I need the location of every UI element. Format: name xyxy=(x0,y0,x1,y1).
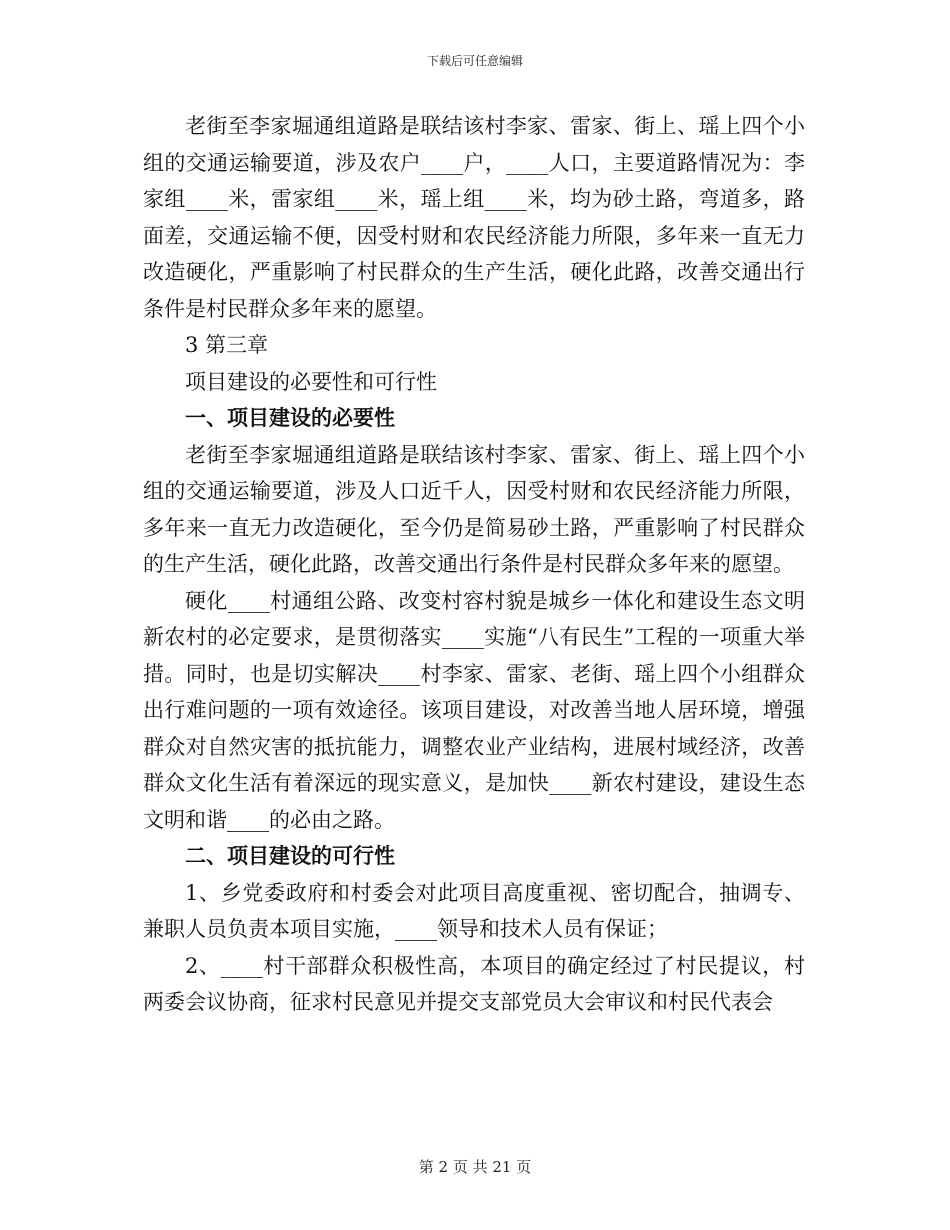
page-header: 下载后可任意编辑 xyxy=(426,54,523,68)
paragraph-feasibility-2: 2、____村干部群众积极性高，本项目的确定经过了村民提议，村两委会议协商，征求村民意见并提交支部党员大会审议和村民代表会 xyxy=(143,953,805,1014)
paragraph-necessity-2: 硬化____村通组公路、改变村容村貌是城乡一体化和建设生态文明新农村的必定要求，是贯彻落实____实施“八有民生”工程的一项重大举措。同时，也是切实解决____村李家、雷家、老街、瑶上四个小组群众出行难问题的一项有效途径。该项目建设，对改善当地人居环境，增强群众对自然灾害的抵抗能力，调整农业产业结构，进展村域经济，改善群众文化生活有着深远的现实意义，是加快____新农村建设，建设生态文明和谐____的必由之路。 xyxy=(143,588,805,832)
chapter-title: 项目建设的必要性和可行性 xyxy=(185,369,437,394)
document-body xyxy=(143,108,805,1021)
paragraph-feasibility-1: 1、乡党委政府和村委会对此项目高度重视、密切配合，抽调专、兼职人员负责本项目实施，____领导和技术人员有保证； xyxy=(143,880,805,941)
section-heading-necessity: 一、项目建设的必要性 xyxy=(185,406,395,430)
page-footer: 第 2 页 共 21 页 xyxy=(418,1158,532,1176)
paragraph-necessity-1: 老街至李家堀通组道路是联结该村李家、雷家、街上、瑶上四个小组的交通运输要道，涉及人口近千人，因受村财和农民经济能力所限，多年来一直无力改造硬化，至今仍是简易砂土路，严重影响了村民群众的生产生活，硬化此路，改善交通出行条件是村民群众多年来的愿望。 xyxy=(143,442,805,576)
section-heading-feasibility: 二、项目建设的可行性 xyxy=(185,844,395,868)
chapter-number: 3 第三章 xyxy=(185,333,269,357)
paragraph-road-description: 老街至李家堀通组道路是联结该村李家、雷家、街上、瑶上四个小组的交通运输要道，涉及农户____户，____人口，主要道路情况为：李家组____米，雷家组____米，瑶上组____米，均为砂土路，弯道多，路面差，交通运输不便，因受村财和农民经济能力所限，多年来一直无力改造硬化，严重影响了村民群众的生产生活，硬化此路，改善交通出行条件是村民群众多年来的愿望。 xyxy=(143,114,805,321)
